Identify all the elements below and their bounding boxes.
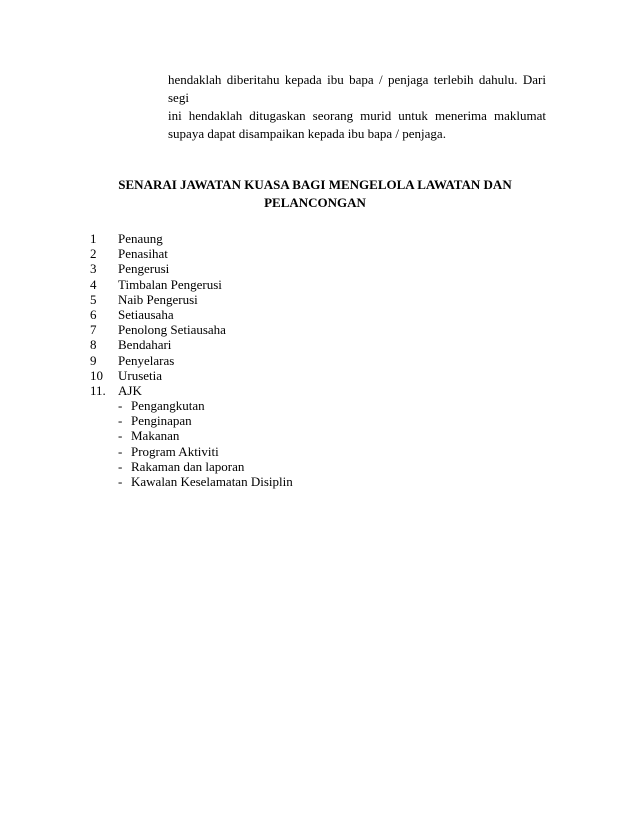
list-item (90, 261, 490, 276)
list-item (90, 383, 490, 398)
list-item (90, 322, 490, 337)
dash-bullet: - (118, 398, 123, 414)
item-number: 7 (90, 322, 97, 338)
item-label: Pengerusi (118, 261, 170, 277)
dash-bullet: - (118, 458, 123, 474)
intro-line: hendaklah diberitahu kepada ibu bapa / penjaga terlebih dahulu. Dari segi (168, 72, 546, 105)
item-number: 1 (90, 231, 97, 246)
item-number: 10 (90, 367, 103, 383)
item-number: 5 (90, 291, 97, 307)
list-item (90, 231, 490, 246)
item-label: Naib Pengerusi (118, 291, 198, 307)
item-label: Penolong Setiausaha (118, 322, 226, 338)
dash-bullet: - (118, 443, 123, 459)
item-label: Penasihat (118, 246, 168, 262)
ajk-sub-item (90, 474, 490, 489)
heading-line-1: SENARAI JAWATAN KUASA BAGI MENGELOLA LAWATAN DAN (118, 177, 512, 192)
committee-list (90, 231, 490, 489)
item-label: Penaung (118, 231, 163, 246)
intro-line: ini hendaklah ditugaskan seorang murid untuk menerima maklumat (168, 108, 546, 123)
ajk-sub-item (90, 428, 490, 443)
dash-bullet: - (118, 428, 123, 444)
dash-bullet: - (118, 474, 123, 489)
item-label: Penyelaras (118, 352, 175, 368)
item-number: 4 (90, 276, 97, 292)
sub-item-label: Program Aktiviti (131, 443, 219, 459)
item-number: 2 (90, 246, 97, 262)
intro-line: supaya dapat disampaikan kepada ibu bapa / penjaga. (168, 126, 446, 141)
sub-item-label: Kawalan Keselamatan Disiplin (131, 474, 293, 489)
item-number: 3 (90, 261, 97, 277)
sub-item-label: Penginapan (131, 413, 192, 429)
item-label: Setiausaha (118, 306, 174, 322)
sub-item-label: Rakaman dan laporan (131, 458, 245, 474)
list-item (90, 246, 490, 261)
item-label: Urusetia (118, 367, 163, 383)
item-number: 9 (90, 352, 97, 368)
ajk-sub-item (90, 398, 490, 413)
list-item (90, 368, 490, 383)
item-number: 8 (90, 337, 97, 353)
list-item (90, 292, 490, 307)
list-item (90, 277, 490, 292)
intro-paragraph (168, 71, 546, 143)
list-item (90, 353, 490, 368)
list-item (90, 337, 490, 352)
item-label: AJK (118, 382, 142, 398)
item-label: Timbalan Pengerusi (118, 276, 222, 292)
section-heading (100, 176, 530, 212)
dash-bullet: - (118, 413, 123, 429)
item-label: Bendahari (118, 337, 172, 353)
sub-item-label: Pengangkutan (131, 398, 205, 414)
sub-item-label: Makanan (131, 428, 180, 444)
item-number: 6 (90, 306, 97, 322)
list-item (90, 307, 490, 322)
heading-line-2: PELANCONGAN (264, 195, 366, 210)
item-number: 11. (90, 382, 106, 398)
ajk-sub-item (90, 459, 490, 474)
ajk-sub-item (90, 444, 490, 459)
ajk-sub-item (90, 413, 490, 428)
